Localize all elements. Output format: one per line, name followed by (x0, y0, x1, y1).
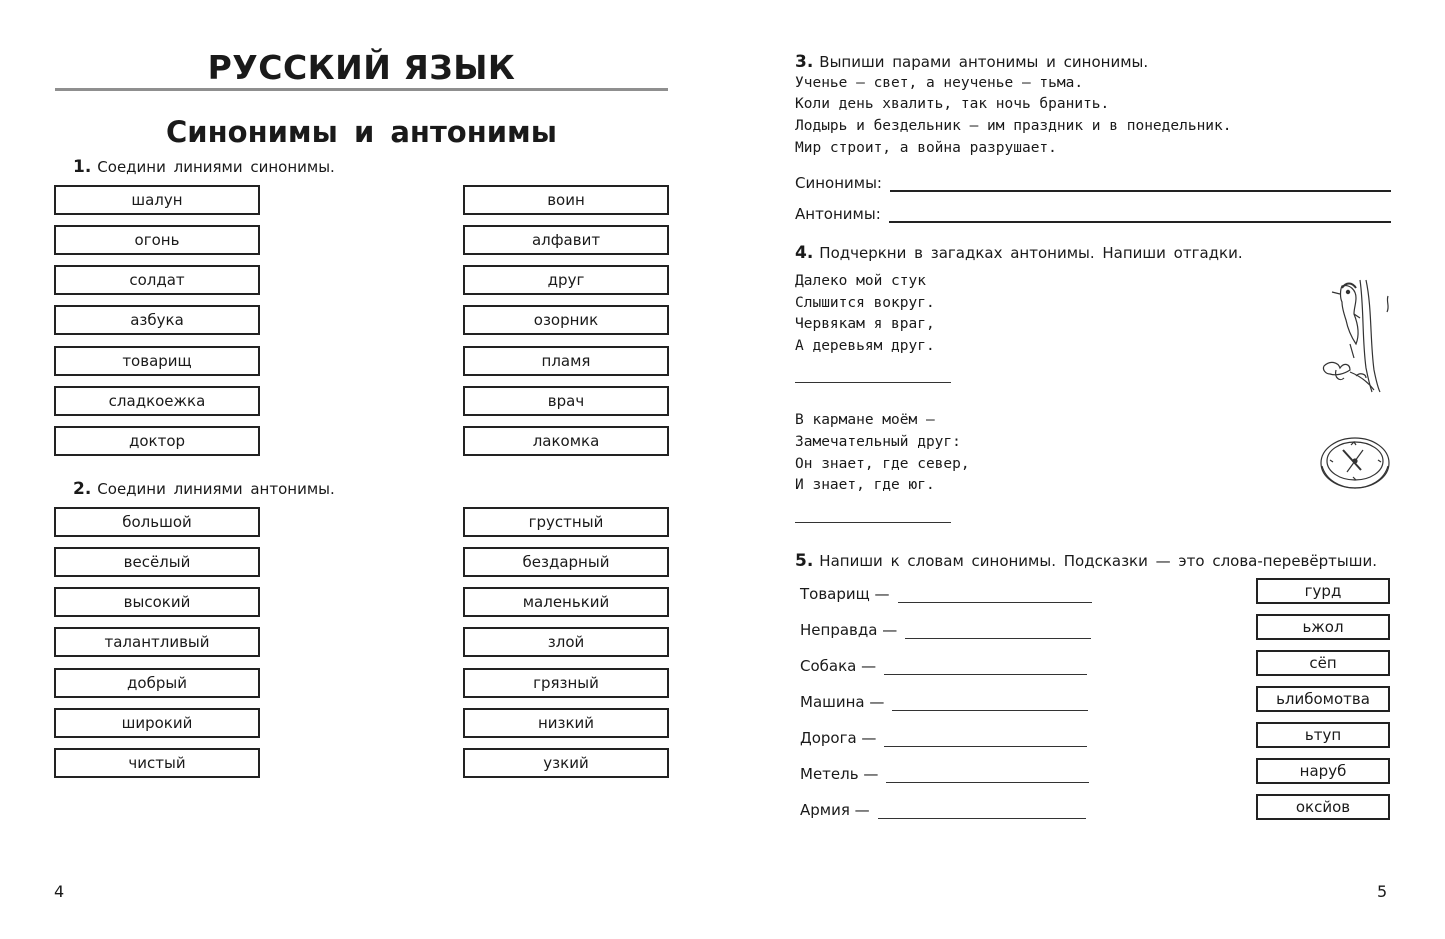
task4-heading (795, 243, 1243, 263)
synonym-left-word[interactable]: сладкоежка (54, 386, 260, 416)
hint-word-box: ьтуп (1256, 722, 1390, 748)
antonym-right-word[interactable]: грустный (463, 507, 669, 537)
riddle1-line: Слышится вокруг. (795, 295, 935, 311)
task4-number: 4. (795, 243, 814, 263)
riddle1-line: Червякам я враг, (795, 316, 935, 332)
antonym-right-word[interactable]: низкий (463, 708, 669, 738)
synonym-word-row (800, 761, 1089, 783)
synonym-answer-line[interactable] (886, 771, 1089, 783)
antonym-left-word[interactable]: высокий (54, 587, 260, 617)
synonym-word-row (800, 617, 1091, 639)
task5-heading (795, 551, 1377, 571)
riddle2-answer-line[interactable] (795, 522, 951, 523)
antonym-left-word[interactable]: добрый (54, 668, 260, 698)
antonyms-answer-line[interactable] (889, 209, 1391, 223)
antonym-left-word[interactable]: широкий (54, 708, 260, 738)
left-page (0, 0, 722, 939)
task5-text: Напиши к словам синонимы. Подсказки — это слова-перевёртыши. (819, 552, 1377, 570)
hint-word-box: ьлибомотва (1256, 686, 1390, 712)
synonym-word-row (800, 653, 1087, 675)
hint-word-box: наруб (1256, 758, 1390, 784)
subject-title: РУССКИЙ ЯЗЫК (207, 48, 516, 87)
synonyms-answer-line[interactable] (890, 178, 1391, 192)
synonyms-answer-row (795, 170, 1391, 192)
synonyms-label: Синонимы: (795, 174, 882, 192)
riddle2-line: Он знает, где север, (795, 456, 970, 472)
task1-text: Соедини линиями синонимы. (97, 158, 335, 176)
synonym-word-row (800, 797, 1086, 819)
antonym-right-word[interactable]: узкий (463, 748, 669, 778)
antonym-left-word[interactable]: весёлый (54, 547, 260, 577)
riddle1-line: Далеко мой стук (795, 273, 926, 289)
synonym-left-word[interactable]: солдат (54, 265, 260, 295)
synonym-right-word[interactable]: воин (463, 185, 669, 215)
riddle1-line: А деревьям друг. (795, 338, 935, 354)
synonym-right-word[interactable]: алфавит (463, 225, 669, 255)
synonym-left-word[interactable]: огонь (54, 225, 260, 255)
title-divider (55, 88, 668, 91)
synonym-right-word[interactable]: озорник (463, 305, 669, 335)
synonym-right-word[interactable]: друг (463, 265, 669, 295)
synonym-right-word[interactable]: лакомка (463, 426, 669, 456)
synonym-word-row (800, 689, 1088, 711)
task2-number: 2. (73, 479, 92, 499)
task3-heading (795, 52, 1148, 72)
antonym-right-word[interactable]: злой (463, 627, 669, 657)
task1-number: 1. (73, 157, 92, 177)
synonym-word: Неправда — (800, 621, 898, 639)
proverb-line: Мир строит, а война разрушает. (795, 140, 1057, 156)
antonym-left-word[interactable]: талантливый (54, 627, 260, 657)
riddle1-answer-line[interactable] (795, 382, 951, 383)
hint-word-box: гурд (1256, 578, 1390, 604)
hint-word-box: ьжол (1256, 614, 1390, 640)
proverb-line: Коли день хвалить, так ночь бранить. (795, 96, 1110, 112)
synonym-word: Армия — (800, 801, 870, 819)
synonym-word: Метель — (800, 765, 879, 783)
riddle2-line: И знает, где юг. (795, 477, 935, 493)
task2-text: Соедини линиями антонимы. (97, 480, 335, 498)
riddle2-line: Замечательный друг: (795, 434, 961, 450)
hint-word-box: сёп (1256, 650, 1390, 676)
antonyms-answer-row (795, 201, 1391, 223)
page-number-left: 4 (54, 882, 65, 901)
antonym-left-word[interactable]: чистый (54, 748, 260, 778)
synonym-word: Дорога — (800, 729, 877, 747)
antonyms-label: Антонимы: (795, 205, 881, 223)
task5-number: 5. (795, 551, 814, 571)
synonym-word-row (800, 725, 1087, 747)
antonym-right-word[interactable]: маленький (463, 587, 669, 617)
synonym-answer-line[interactable] (884, 735, 1087, 747)
synonym-left-word[interactable]: товарищ (54, 346, 260, 376)
synonym-word: Собака — (800, 657, 877, 675)
task4-text: Подчеркни в загадках антонимы. Напиши отгадки. (819, 244, 1243, 262)
synonym-right-word[interactable]: пламя (463, 346, 669, 376)
synonym-answer-line[interactable] (884, 663, 1087, 675)
right-page (722, 0, 1445, 939)
page-number-right: 5 (1377, 882, 1388, 901)
synonym-left-word[interactable]: азбука (54, 305, 260, 335)
synonym-word: Товарищ — (800, 585, 890, 603)
riddle2-line: В кармане моём — (795, 412, 935, 428)
antonym-left-word[interactable]: большой (54, 507, 260, 537)
synonym-answer-line[interactable] (898, 591, 1092, 603)
task3-number: 3. (795, 52, 814, 72)
synonym-word: Машина — (800, 693, 885, 711)
proverb-line: Лодырь и бездельник — им праздник и в понедельник. (795, 118, 1232, 134)
topic-title: Синонимы и антонимы (166, 115, 557, 149)
antonym-right-word[interactable]: грязный (463, 668, 669, 698)
synonym-right-word[interactable]: врач (463, 386, 669, 416)
synonym-answer-line[interactable] (892, 699, 1088, 711)
antonym-right-word[interactable]: бездарный (463, 547, 669, 577)
proverb-line: Ученье — свет, а неученье — тьма. (795, 75, 1084, 91)
synonym-left-word[interactable]: шалун (54, 185, 260, 215)
woodpecker-icon (1320, 278, 1396, 394)
synonym-left-word[interactable]: доктор (54, 426, 260, 456)
task2-heading (73, 479, 335, 499)
task3-text: Выпиши парами антонимы и синонимы. (819, 53, 1149, 71)
synonym-answer-line[interactable] (905, 627, 1091, 639)
synonym-answer-line[interactable] (878, 807, 1086, 819)
task1-heading (73, 157, 335, 177)
synonym-word-row (800, 581, 1092, 603)
compass-icon (1318, 434, 1392, 492)
hint-word-box: оксйов (1256, 794, 1390, 820)
